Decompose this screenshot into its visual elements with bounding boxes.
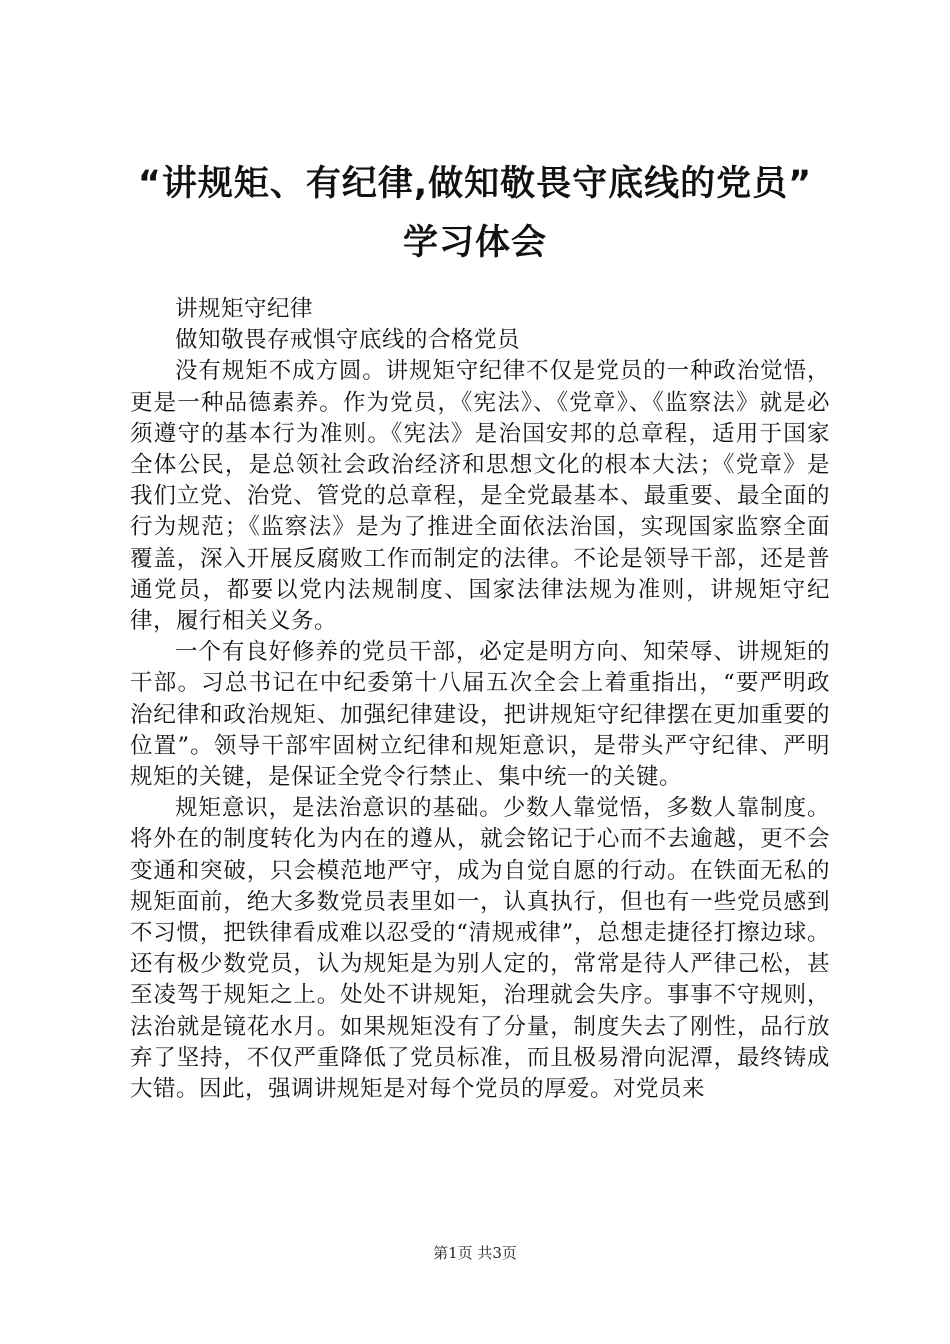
body-paragraph: 规矩意识，是法治意识的基础。少数人靠觉悟，多数人靠制度。将外在的制度转化为内在的遵从，就会铭记于心而不去逾越，更不会变通和突破，只会模范地严守，成为自觉自愿的行动。在铁面无私的规矩面前，绝大多数党员表里如一，认真执行，但也有一些党员感到不习惯，把铁律看成难以忍受的“清规戒律”，总想走捷径打擦边球。还有极少数党员，认为规矩是为别人定的，常常是待人严律己松，甚至凌驾于规矩之上。处处不讲规矩，治理就会失序。事事不守规则，法治就是镜花水月。如果规矩没有了分量，制度失去了刚性，品行放弃了坚持，不仅严重降低了党员标准，而且极易滑向泥潭，最终铸成大错。因此，强调讲规矩是对每个党员的厚爱。对党员来 bbox=[130, 795, 830, 1103]
document-body bbox=[130, 294, 830, 1105]
subtitle-paragraph: 讲规矩守纪律 bbox=[175, 296, 314, 322]
subtitle-paragraph: 做知敬畏存戒惧守底线的合格党员 bbox=[175, 327, 521, 354]
body-paragraph: 没有规矩不成方圆。讲规矩守纪律不仅是党员的一种政治觉悟，更是一种品德素养。作为党员，《宪法》、《党章》、《监察法》就是必须遵守的基本行为准则。《宪法》是治国安邦的总章程，适用于国家全体公民，是总领社会政治经济和思想文化的根本大法；《党章》是我们立党、治党、管党的总章程，是全党最基本、最重要、最全面的行为规范；《监察法》是为了推进全面依法治国，实现国家监察全面覆盖，深入开展反腐败工作而制定的法律。不论是领导干部，还是普通党员，都要以党内法规制度、国家法律法规为准则，讲规矩守纪律，履行相关义务。 bbox=[130, 358, 830, 635]
document-title-line-2: 学习体会 bbox=[402, 223, 547, 263]
document-title-line-1: “讲规矩、有纪律,做知敬畏守底线的党员” bbox=[137, 164, 813, 204]
page-number-footer: 第1页 共3页 bbox=[433, 1244, 517, 1262]
body-paragraph: 一个有良好修养的党员干部，必定是明方向、知荣辱、讲规矩的干部。习总书记在中纪委第十八届五次全会上着重指出，“要严明政治纪律和政治规矩、加强纪律建设，把讲规矩守纪律摆在更加重要的位置”。领导干部牢固树立纪律和规矩意识，是带头严守纪律、严明规矩的关键，是保证全党令行禁止、集中统一的关键。 bbox=[130, 639, 830, 791]
